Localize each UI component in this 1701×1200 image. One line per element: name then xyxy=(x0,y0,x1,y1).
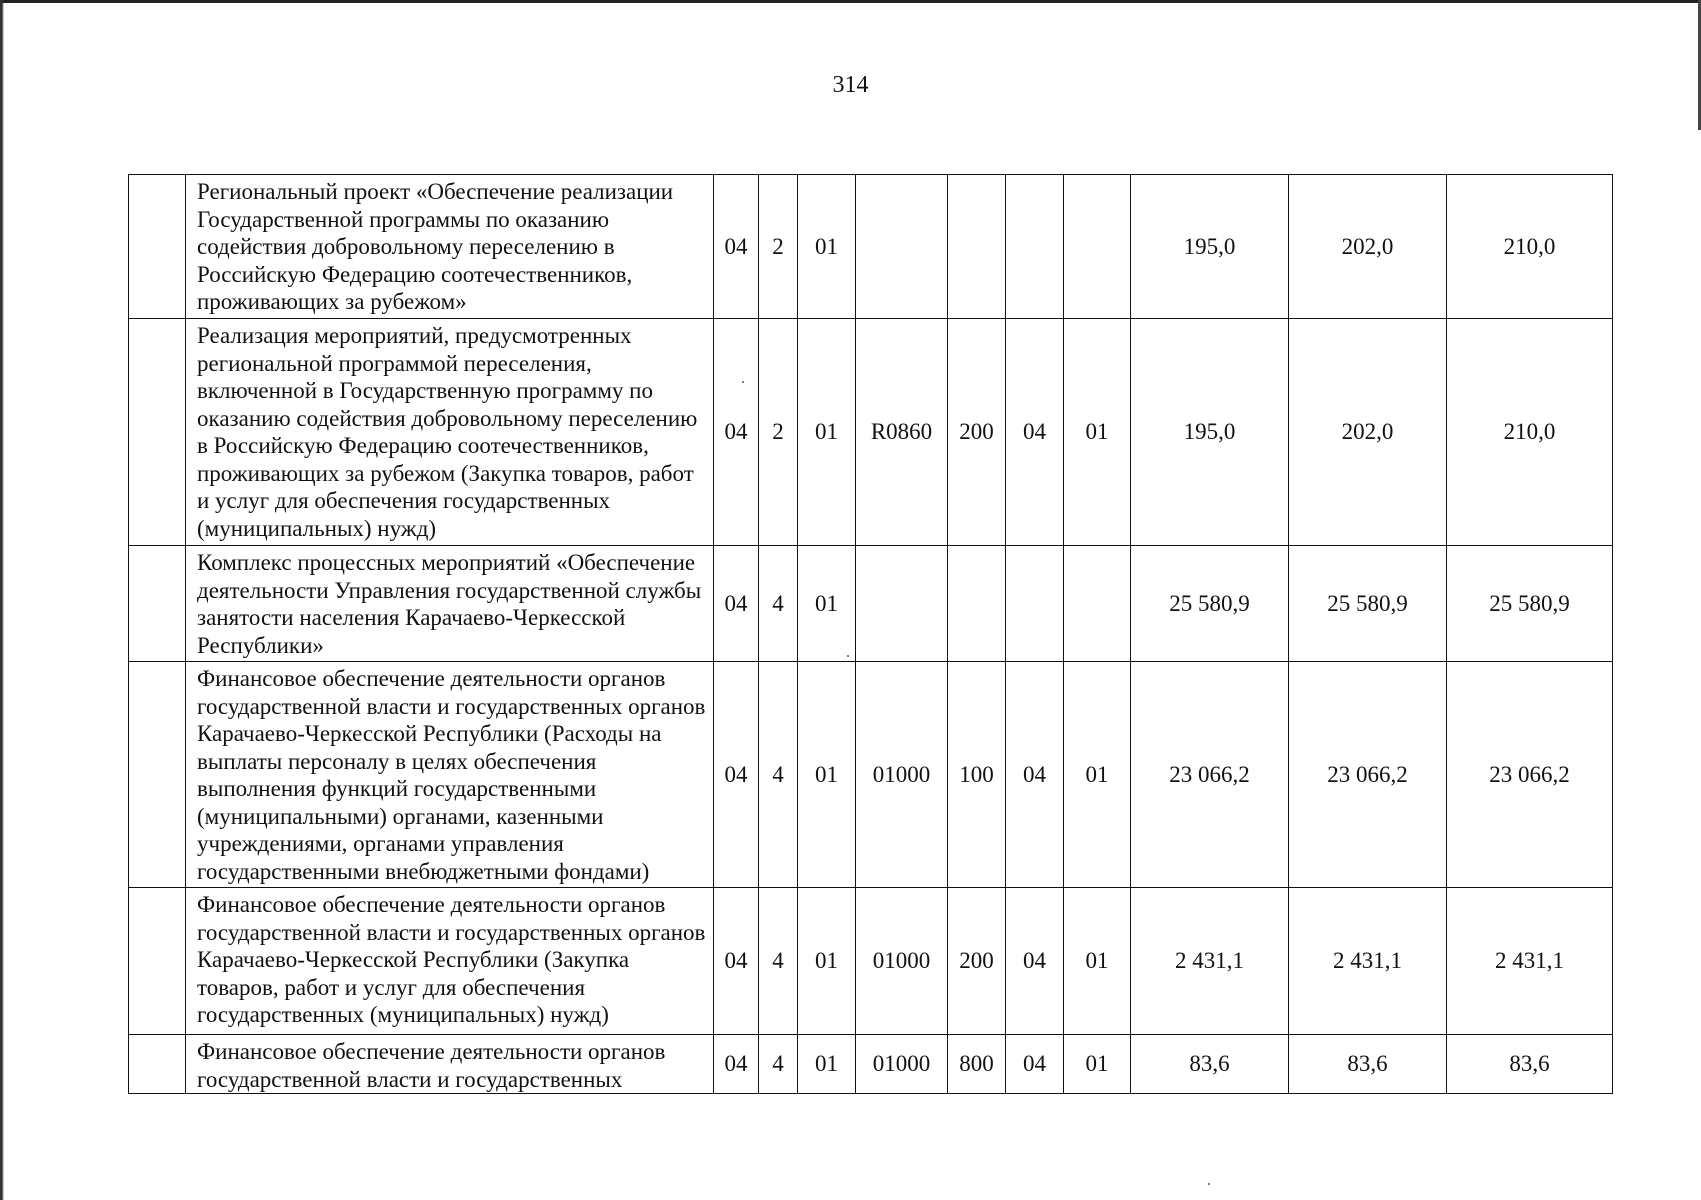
table-row xyxy=(129,175,1613,319)
code-type-cell: 4 xyxy=(759,888,798,1035)
item-name-cell: Региональный проект «Обеспечение реализации Государственной программы по оказанию содействия добровольному переселению в Российскую Федерацию соотечественников, проживающих за рубежом» xyxy=(186,175,714,319)
amount-year-2-cell: 23 066,2 xyxy=(1289,662,1447,888)
number-cell xyxy=(129,319,186,546)
code-ministry-cell: 04 xyxy=(714,319,759,546)
amount-year-1-cell: 23 066,2 xyxy=(1131,662,1289,888)
code-subsection-cell: 01 xyxy=(1064,319,1131,546)
code-expense-type-cell xyxy=(948,546,1006,662)
number-cell xyxy=(129,546,186,662)
code-ministry-cell: 04 xyxy=(714,546,759,662)
amount-year-2-cell: 25 580,9 xyxy=(1289,546,1447,662)
number-cell xyxy=(129,888,186,1035)
amount-year-2-cell: 202,0 xyxy=(1289,175,1447,319)
code-subsection-cell xyxy=(1064,175,1131,319)
amount-year-3-cell: 23 066,2 xyxy=(1447,662,1613,888)
amount-year-3-cell: 83,6 xyxy=(1447,1035,1613,1094)
code-direction-cell: 01000 xyxy=(856,662,948,888)
number-cell xyxy=(129,175,186,319)
code-direction-cell: 01000 xyxy=(856,888,948,1035)
code-subsection-cell: 01 xyxy=(1064,1035,1131,1094)
amount-year-1-cell: 2 431,1 xyxy=(1131,888,1289,1035)
code-section-cell: 04 xyxy=(1006,319,1064,546)
scan-speck xyxy=(1208,1183,1210,1185)
amount-year-3-cell: 210,0 xyxy=(1447,175,1613,319)
code-expense-type-cell: 200 xyxy=(948,888,1006,1035)
code-expense-type-cell: 200 xyxy=(948,319,1006,546)
item-name-cell: Комплекс процессных мероприятий «Обеспечение деятельности Управления государственной службы занятости населения Карачаево-Черкесской Республики» xyxy=(186,546,714,662)
code-ministry-cell: 04 xyxy=(714,888,759,1035)
code-section-cell: 04 xyxy=(1006,888,1064,1035)
code-expense-type-cell: 100 xyxy=(948,662,1006,888)
budget-table xyxy=(128,174,1613,1094)
code-subsection-cell xyxy=(1064,546,1131,662)
scan-top-edge xyxy=(0,0,1701,3)
code-program-cell: 01 xyxy=(798,546,856,662)
amount-year-1-cell: 195,0 xyxy=(1131,319,1289,546)
code-ministry-cell: 04 xyxy=(714,175,759,319)
code-type-cell: 4 xyxy=(759,546,798,662)
number-cell xyxy=(129,662,186,888)
code-section-cell xyxy=(1006,175,1064,319)
item-name-cell: Реализация мероприятий, предусмотренных региональной программой переселения, включенной в Государственную программу по оказанию содействия добровольному переселению в Российскую Федерацию соотечественников, проживающих за рубежом (Закупка товаров, работ и услуг для обеспечения государственных (муниципальных) нужд) xyxy=(186,319,714,546)
code-program-cell: 01 xyxy=(798,662,856,888)
table-row xyxy=(129,319,1613,546)
code-program-cell: 01 xyxy=(798,175,856,319)
item-name-cell: Финансовое обеспечение деятельности органов государственной власти и государственных органов Карачаево-Черкесской Республики (Закупка товаров, работ и услуг для обеспечения государственных (муниципальных) нужд) xyxy=(186,888,714,1035)
code-section-cell: 04 xyxy=(1006,662,1064,888)
item-name-cell: Финансовое обеспечение деятельности органов государственной власти и государственных xyxy=(186,1035,714,1094)
amount-year-1-cell: 195,0 xyxy=(1131,175,1289,319)
table-row xyxy=(129,888,1613,1035)
amount-year-3-cell: 2 431,1 xyxy=(1447,888,1613,1035)
code-type-cell: 4 xyxy=(759,662,798,888)
code-program-cell: 01 xyxy=(798,1035,856,1094)
amount-year-3-cell: 25 580,9 xyxy=(1447,546,1613,662)
table-row xyxy=(129,546,1613,662)
amount-year-2-cell: 2 431,1 xyxy=(1289,888,1447,1035)
number-cell xyxy=(129,1035,186,1094)
code-type-cell: 2 xyxy=(759,319,798,546)
scan-speck xyxy=(847,655,849,657)
code-ministry-cell: 04 xyxy=(714,1035,759,1094)
table-row xyxy=(129,1035,1613,1094)
code-program-cell: 01 xyxy=(798,319,856,546)
table-row xyxy=(129,662,1613,888)
item-name-cell: Финансовое обеспечение деятельности органов государственной власти и государственных органов Карачаево-Черкесской Республики (Расходы на выплаты персоналу в целях обеспечения выполнения функций государственными (муниципальными) органами, казенными учреждениями, органами управления государственными внебюджетными фондами) xyxy=(186,662,714,888)
amount-year-2-cell: 83,6 xyxy=(1289,1035,1447,1094)
code-program-cell: 01 xyxy=(798,888,856,1035)
code-section-cell xyxy=(1006,546,1064,662)
code-direction-cell xyxy=(856,546,948,662)
code-subsection-cell: 01 xyxy=(1064,662,1131,888)
scan-left-edge xyxy=(0,0,4,1200)
amount-year-2-cell: 202,0 xyxy=(1289,319,1447,546)
code-direction-cell: R0860 xyxy=(856,319,948,546)
code-direction-cell xyxy=(856,175,948,319)
code-type-cell: 2 xyxy=(759,175,798,319)
code-direction-cell: 01000 xyxy=(856,1035,948,1094)
code-expense-type-cell: 800 xyxy=(948,1035,1006,1094)
code-section-cell: 04 xyxy=(1006,1035,1064,1094)
amount-year-1-cell: 25 580,9 xyxy=(1131,546,1289,662)
amount-year-3-cell: 210,0 xyxy=(1447,319,1613,546)
code-subsection-cell: 01 xyxy=(1064,888,1131,1035)
code-ministry-cell: 04 xyxy=(714,662,759,888)
code-type-cell: 4 xyxy=(759,1035,798,1094)
scan-speck xyxy=(742,381,744,383)
amount-year-1-cell: 83,6 xyxy=(1131,1035,1289,1094)
code-expense-type-cell xyxy=(948,175,1006,319)
page-number: 314 xyxy=(832,72,869,98)
